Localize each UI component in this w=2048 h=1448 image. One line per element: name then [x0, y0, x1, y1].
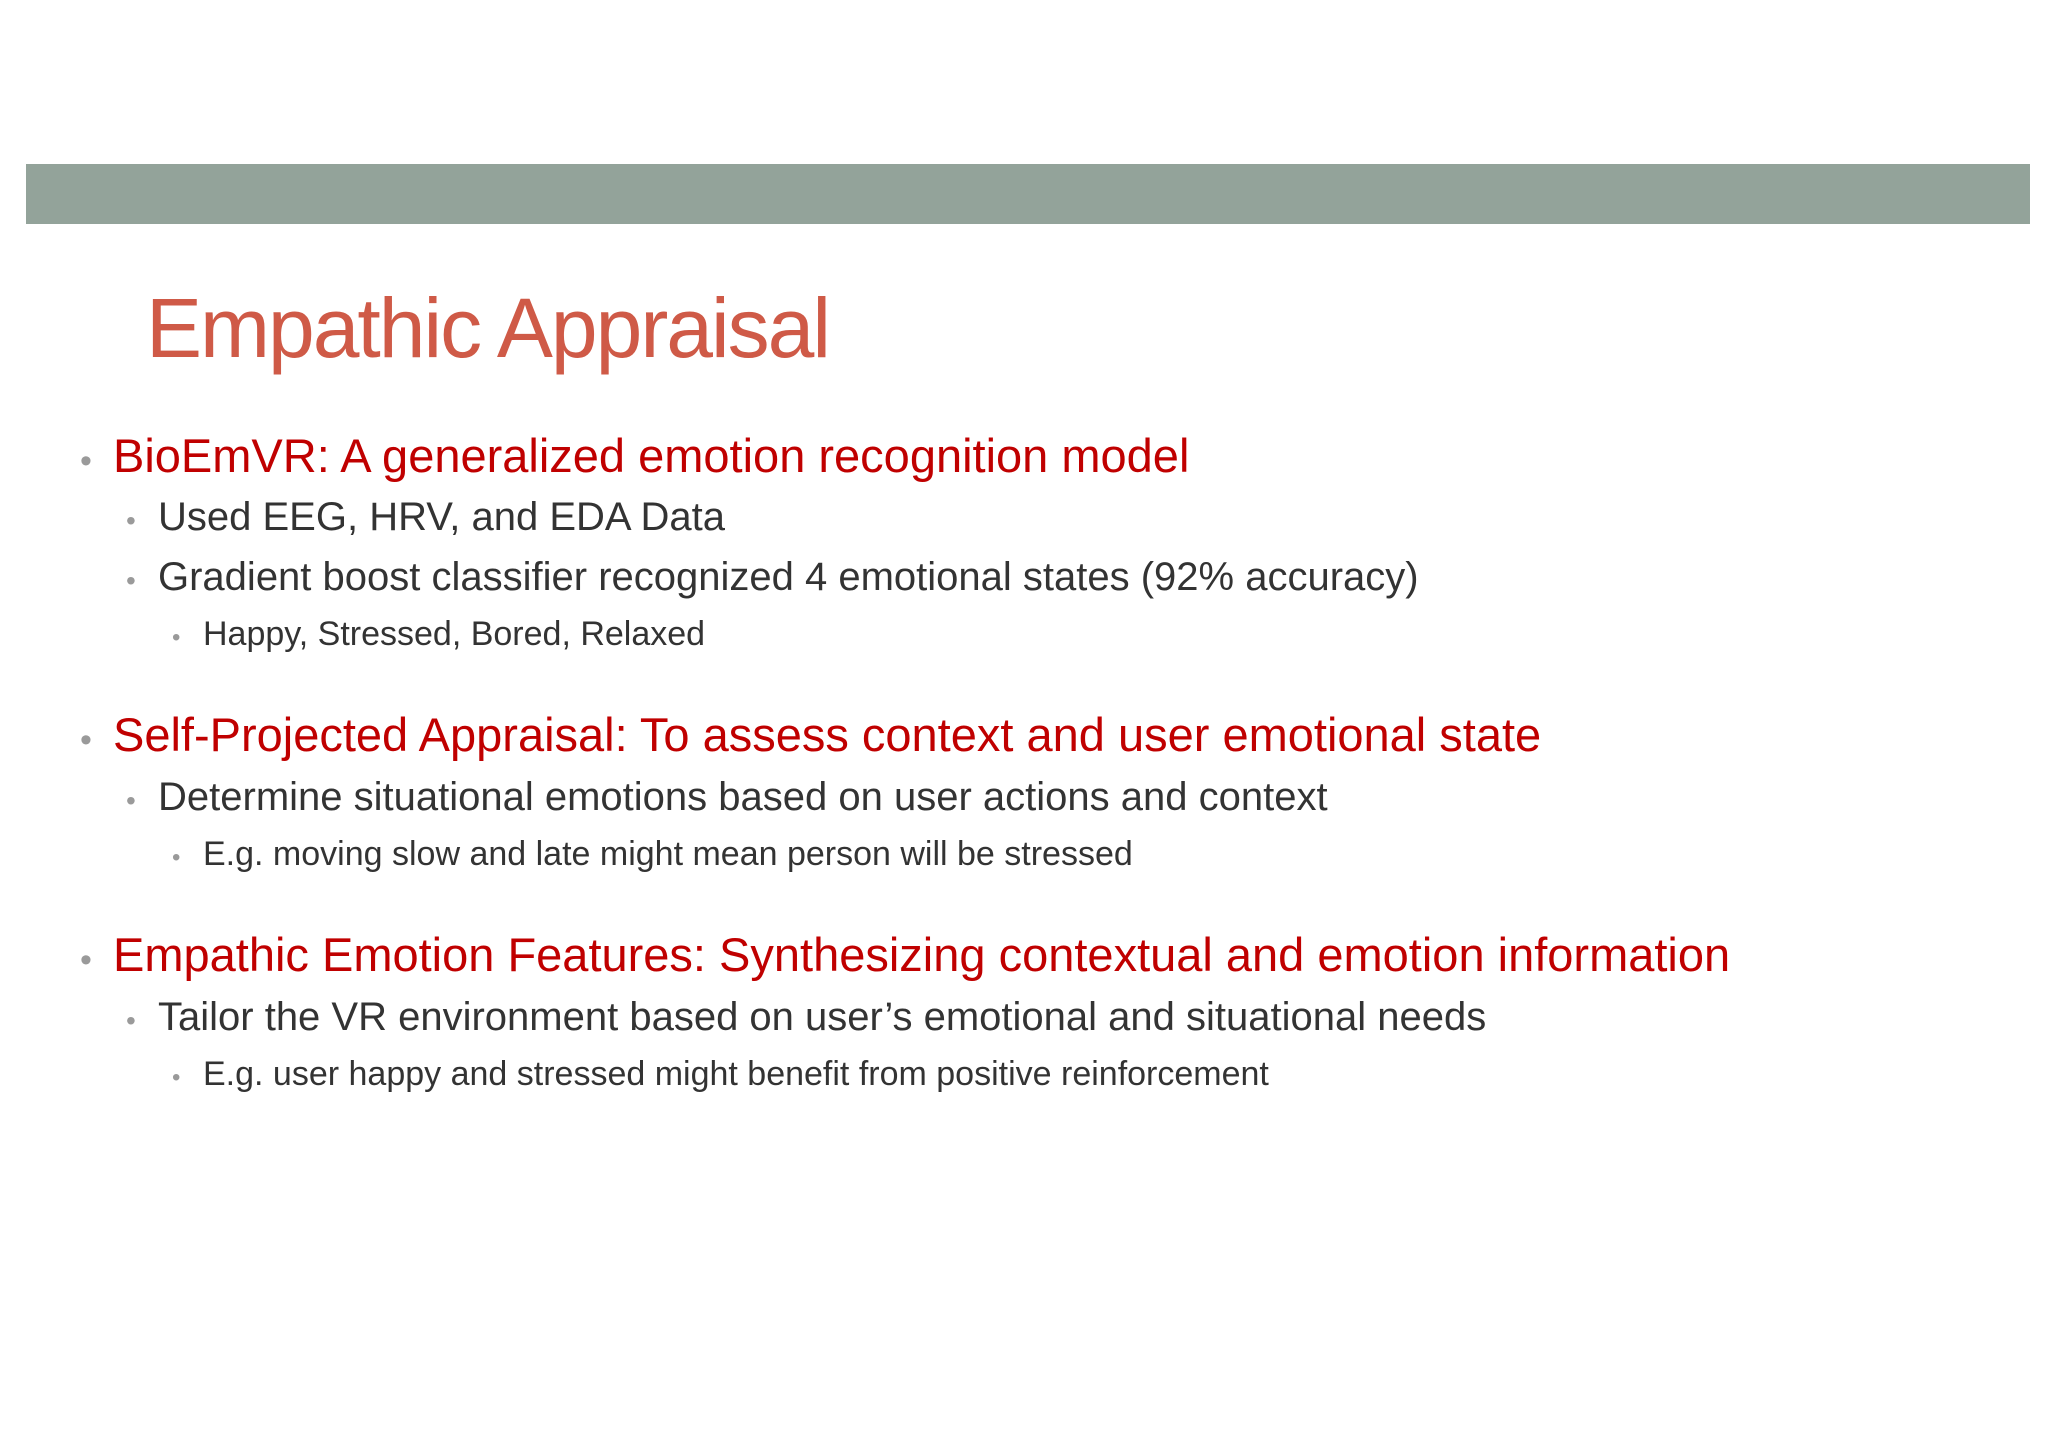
bullet-text: Used EEG, HRV, and EDA Data: [158, 495, 725, 539]
bullet-text: Gradient boost classifier recognized 4 emotional states (92% accuracy): [158, 555, 1419, 599]
bullet-level1: [80, 428, 1189, 483]
bullet-level3: [172, 1055, 1269, 1094]
bullet-text: E.g. user happy and stressed might benefit from positive reinforcement: [203, 1055, 1269, 1093]
bullet-text: Self-Projected Appraisal: To assess context and user emotional state: [113, 708, 1542, 761]
bullet-dot-icon: •: [172, 624, 181, 651]
bullet-text: Tailor the VR environment based on user’s emotional and situational needs: [158, 995, 1487, 1039]
bullet-dot-icon: •: [172, 1064, 181, 1091]
bullet-level1: [80, 927, 1730, 982]
bullet-dot-icon: •: [126, 505, 136, 536]
bullet-level3: [172, 835, 1133, 874]
bullet-level2: [126, 995, 1486, 1040]
bullet-dot-icon: •: [126, 785, 136, 816]
bullet-text: Determine situational emotions based on user actions and context: [158, 775, 1328, 819]
bullet-text: BioEmVR: A generalized emotion recognition model: [113, 429, 1190, 482]
bullet-dot-icon: •: [126, 565, 136, 596]
slide-title: Empathic Appraisal: [146, 281, 830, 375]
bullet-level2: [126, 495, 725, 540]
bullet-dot-icon: •: [80, 721, 92, 759]
bullet-dot-icon: •: [80, 442, 92, 480]
bullet-dot-icon: •: [126, 1005, 136, 1036]
bullet-level2: [126, 555, 1419, 600]
bullet-text: E.g. moving slow and late might mean person will be stressed: [203, 835, 1133, 873]
bullet-level2: [126, 775, 1328, 820]
bullet-dot-icon: •: [172, 844, 181, 871]
bullet-level1: [80, 707, 1541, 762]
bullet-dot-icon: •: [80, 941, 92, 979]
bullet-level3: [172, 615, 705, 654]
bullet-text: Empathic Emotion Features: Synthesizing contextual and emotion information: [113, 928, 1731, 981]
bullet-text: Happy, Stressed, Bored, Relaxed: [203, 615, 706, 653]
